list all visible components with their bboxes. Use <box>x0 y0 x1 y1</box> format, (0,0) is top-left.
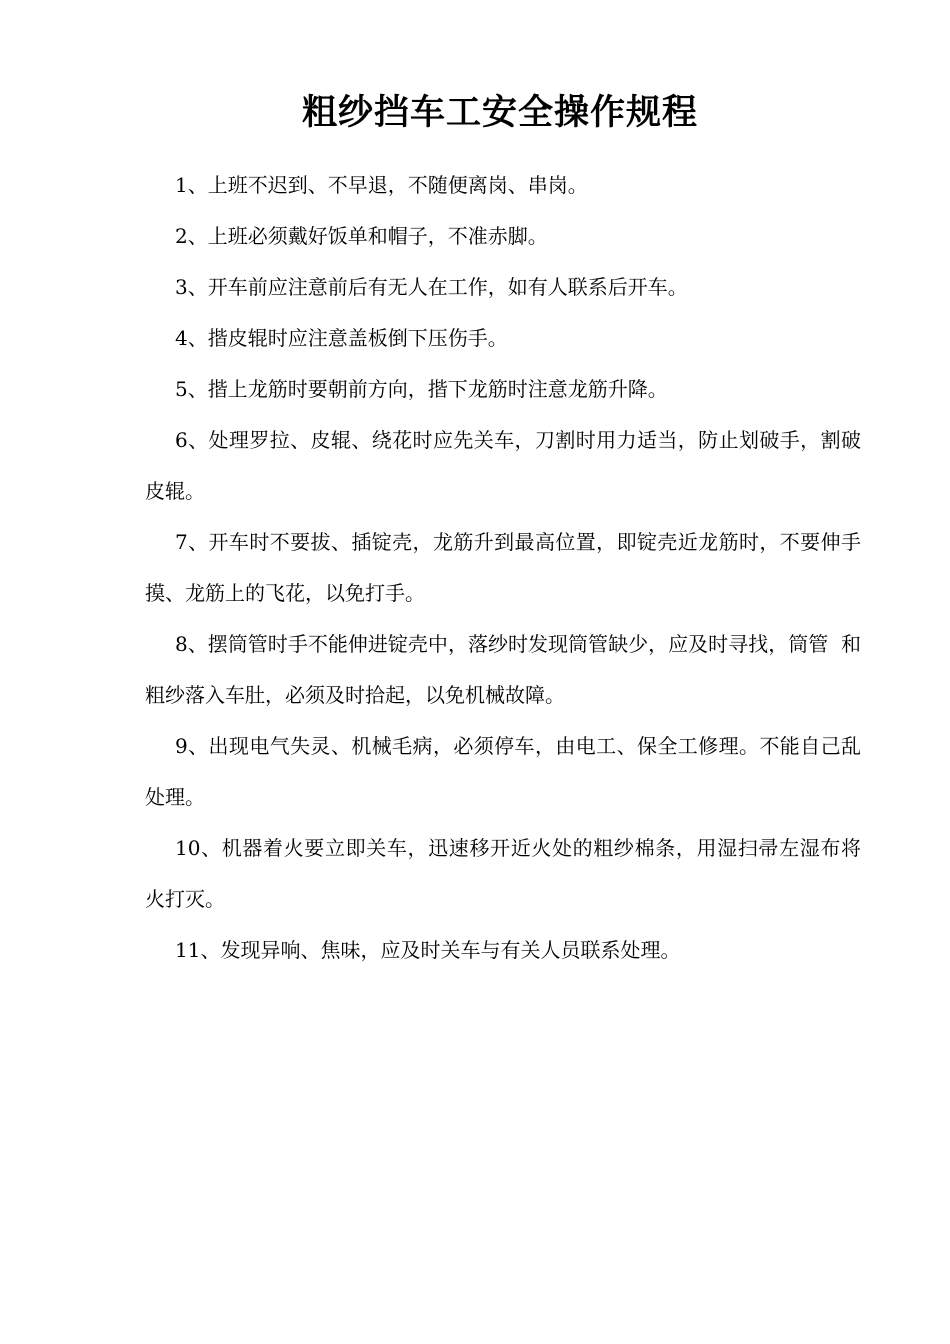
rule-item-8: 8、摆筒管时手不能伸进锭壳中，落纱时发现筒管缺少，应及时寻找，筒管 和粗纱落入车肚，必须及时拾起，以免机械故障。 <box>145 632 861 707</box>
document-body <box>145 160 874 976</box>
rule-item-5: 5、揩上龙筋时要朝前方向，揩下龙筋时注意龙筋升降。 <box>175 377 668 401</box>
rule-item-7: 7、开车时不要拔、插锭壳，龙筋升到最高位置，即锭壳近龙筋时，不要伸手摸、龙筋上的飞花，以免打手。 <box>145 530 861 605</box>
rule-item-2: 2、上班必须戴好饭单和帽子，不准赤脚。 <box>175 224 548 248</box>
rule-item-4: 4、揩皮辊时应注意盖板倒下压伤手。 <box>175 326 508 350</box>
rule-item-6: 6、处理罗拉、皮辊、绕花时应先关车，刀割时用力适当，防止划破手，割破皮辊。 <box>145 428 861 503</box>
rule-item-1: 1、上班不迟到、不早退，不随便离岗、串岗。 <box>175 173 588 197</box>
document-title: 粗纱挡车工安全操作规程 <box>301 92 698 133</box>
rule-item-3: 3、开车前应注意前后有无人在工作，如有人联系后开车。 <box>175 275 688 299</box>
rule-item-9: 9、出现电气失灵、机械毛病，必须停车，由电工、保全工修理。不能自己乱处理。 <box>145 734 861 809</box>
rule-item-10: 10、机器着火要立即关车，迅速移开近火处的粗纱棉条，用湿扫帚左湿布将 火打灭。 <box>145 836 874 911</box>
rule-item-11: 11、发现异响、焦味，应及时关车与有关人员联系处理。 <box>175 938 681 962</box>
